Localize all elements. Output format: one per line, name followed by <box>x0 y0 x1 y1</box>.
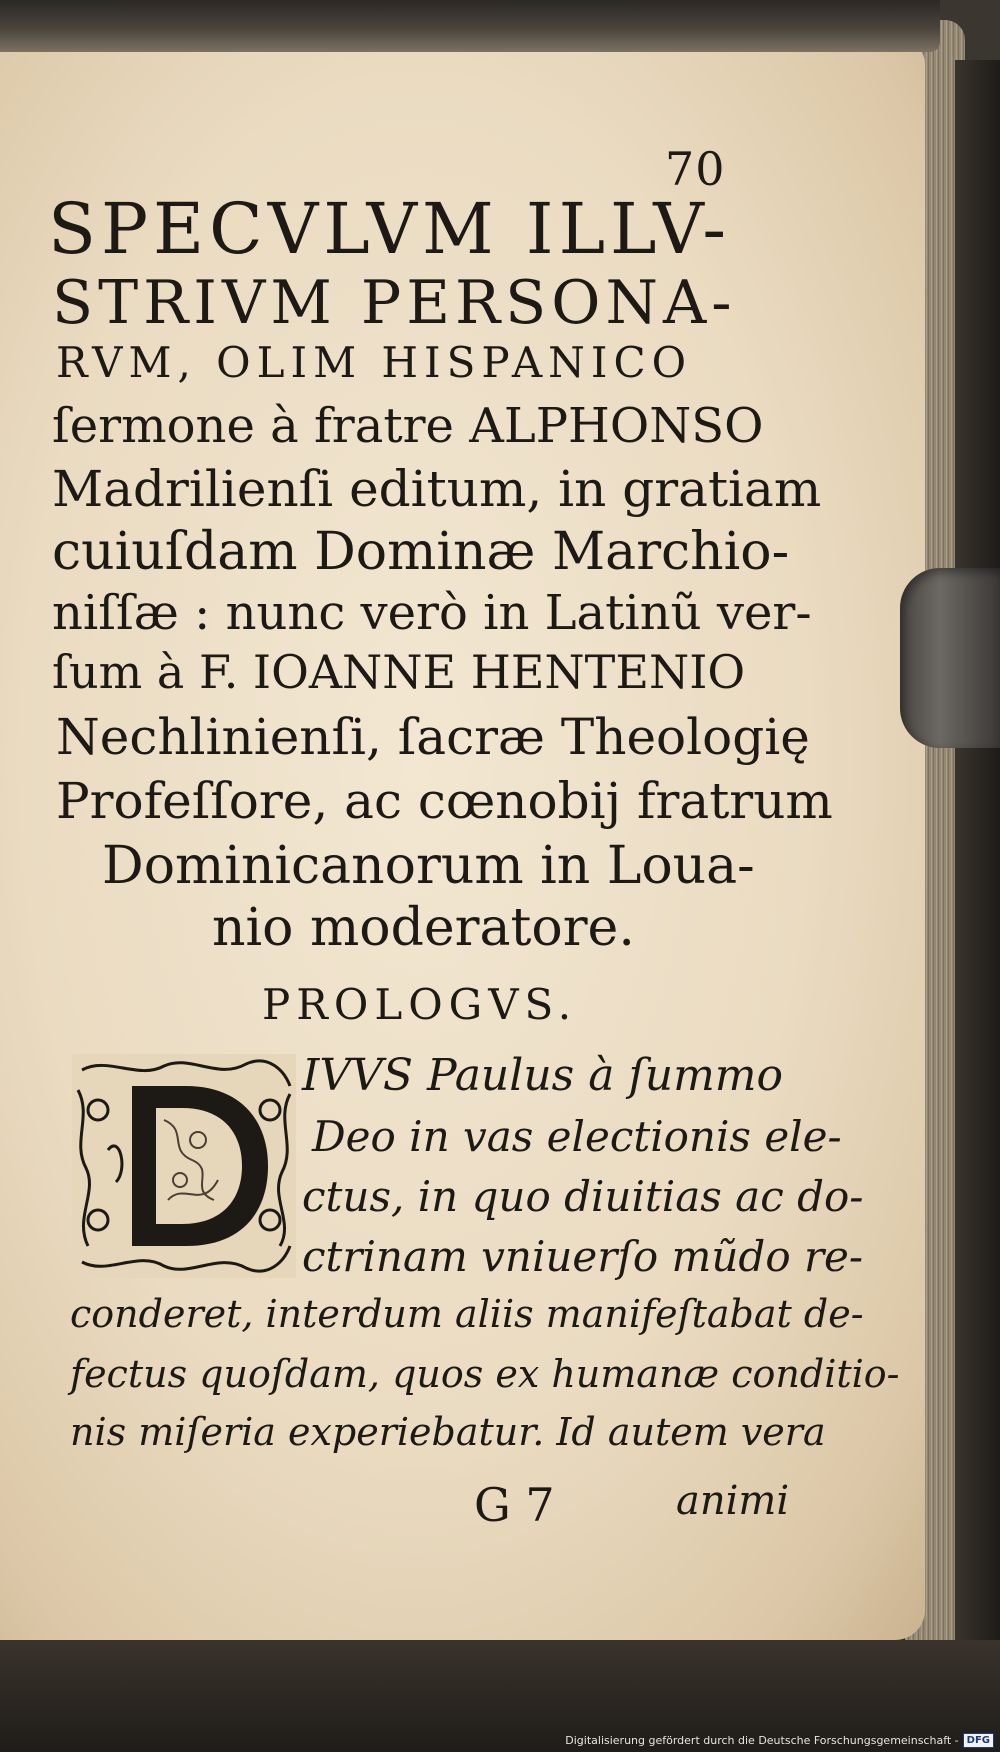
binding-edge <box>955 60 1000 1640</box>
body-line-4: ctrinam vniuerſo mũdo re- <box>302 1232 864 1281</box>
body-line-2: Deo in vas electionis ele- <box>312 1112 842 1161</box>
decorated-initial-d-icon <box>68 1050 300 1282</box>
title-line-4: ſermone à fratre ALPHONSO <box>52 398 764 454</box>
title-line-10: Profeſſore, ac cœnobij fratrum <box>56 772 833 830</box>
body-line-6: fectus quoſdam, quos ex humanæ conditio- <box>70 1352 900 1396</box>
folio-number: 70 <box>665 142 726 196</box>
title-line-2: STRIVM PERSONA- <box>52 268 737 338</box>
title-line-8: ſum à F. IOANNE HENTENIO <box>52 645 746 699</box>
title-line-11: Dominicanorum in Loua- <box>102 836 755 896</box>
signature-mark: G 7 <box>474 1478 555 1532</box>
body-line-1: IVVS Paulus à ſummo <box>302 1050 784 1101</box>
title-line-7: niſſæ : nunc verò in Latinũ ver- <box>52 585 812 641</box>
dfg-logo-icon: DFG <box>963 1733 994 1748</box>
title-line-3: RVM, OLIM HISPANICO <box>56 338 693 387</box>
title-line-1: SPECVLVM ILLV- <box>48 188 732 270</box>
section-heading: PROLOGVS. <box>262 980 578 1029</box>
catchword: animi <box>676 1478 790 1524</box>
title-line-9: Nechlinienſi, ſacræ Theologię <box>56 708 810 766</box>
digitization-credit <box>565 1733 994 1748</box>
title-line-12: nio moderatore. <box>212 898 635 958</box>
credit-text: Digitalisierung gefördert durch die Deutsche Forschungsgemeinschaft - <box>565 1734 959 1747</box>
clasp-strap <box>900 568 1000 748</box>
body-line-7: nis miſeria experiebatur. Id autem vera <box>70 1410 826 1454</box>
title-line-5: Madrilienſi editum, in gratiam <box>52 460 822 518</box>
body-line-3: ctus, in quo diuitias ac do- <box>302 1172 864 1221</box>
title-line-6: cuiuſdam Dominæ Marchio- <box>52 522 790 582</box>
top-edge <box>0 0 940 52</box>
body-line-5: conderet, interdum aliis manifeſtabat de- <box>70 1292 864 1336</box>
